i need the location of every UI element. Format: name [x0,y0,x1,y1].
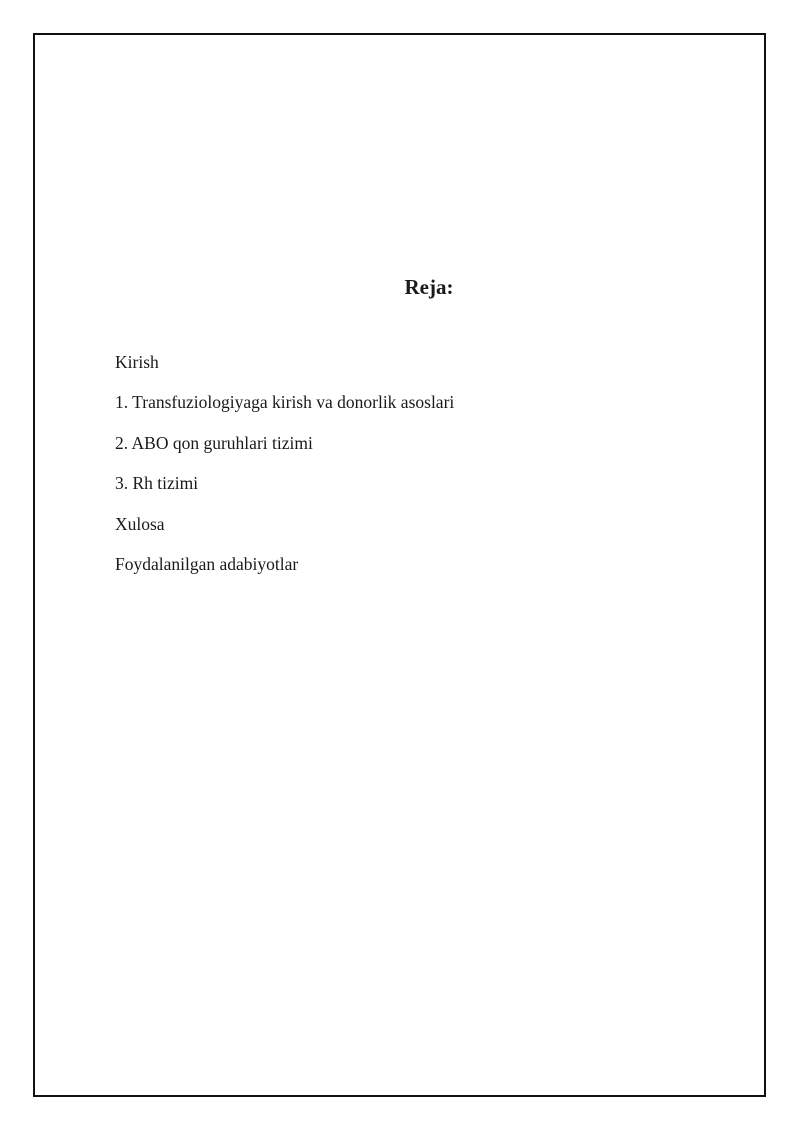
toc-item-references: Foydalanilgan adabiyotlar [115,553,299,574]
page-heading: Reja: [404,275,454,299]
toc-item-introduction: Kirish [115,352,159,372]
toc-item-chapter-1: 1. Transfuziologiyaga kirish va donorlik asoslari [115,392,455,413]
toc-item-chapter-3: 3. Rh tizimi [115,473,199,494]
toc-item-chapter-2: 2. ABO qon guruhlari tizimi [115,432,313,453]
table-of-contents [115,350,454,592]
toc-item-conclusion: Xulosa [115,513,165,534]
